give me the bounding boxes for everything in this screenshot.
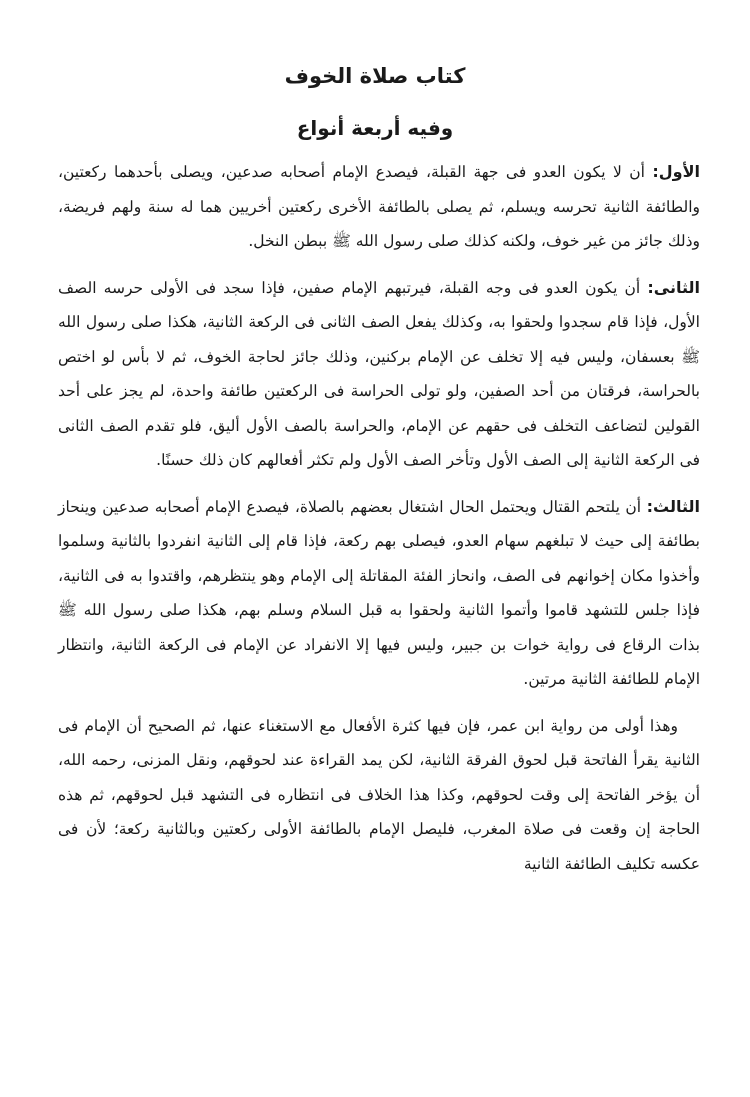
paragraph-first-type [58,155,700,259]
paragraph-text: وهذا أولى من رواية ابن عمر، فإن فيها كثرة الأفعال مع الاستغناء عنها، ثم الصحيح أن الإمام فى الثانية يقرأ الفاتحة قبل لحوق الفرقة الثانية، لكن يمد القراءة عند لحوقهم، ونقل المزنى، رحمه الله، أن يؤخر الفاتحة إلى وقت لحوقهم، وكذا هذا الخلاف فى انتظاره فى التشهد قبل لحوقهم، ثم هذه الحاجة إن وقعت فى صلاة المغرب، فليصل الإمام بالطائفة الأولى ركعتين وبالثانية ركعة؛ لأن فى عكسه تكليف الطائفة الثانية [58,716,700,873]
paragraph-lead: الأول: [652,162,700,181]
chapter-title: كتاب صلاة الخوف [284,64,466,88]
paragraph-text: أن لا يكون العدو فى جهة القبلة، فيصدع الإمام أصحابه صدعين، ويصلى بأحدهما ركعتين، والطائفة الثانية تحرسه ويسلم، ثم يصلى بالطائفة الأخرى ركعتين أخريين هما له سنة ولهم فريضة، وذلك جائز من غير خوف، ولكنه كذلك صلى رسول الله ﷺ ببطن النخل. [58,163,700,250]
paragraph-continuation [58,709,700,882]
body-text [58,155,700,893]
paragraph-lead: الثالث: [646,496,700,516]
paragraph-text: أن يكون العدو فى وجه القبلة، فيرتبهم الإمام صفين، فإذا سجد فى الأولى حرسه الصف الأول، فإذا قام سجدوا ولحقوا به، وكذلك يفعل الصف الثانى فى الركعة الثانية، هكذا صلى رسول الله ﷺ بعسفان، وليس فيه إلا تخلف عن الإمام بركنين، وذلك جائز لحاجة الخوف، ثم لا بأس لو اختص بالحراسة، فرقتان من أحد الصفين، ولو تولى الحراسة فى الركعتين طائفة واحدة، لم يجز على أحد القولين لتضاعف التخلف فى حقهم عن الإمام، والحراسة بالصف الأول أليق، فلو تقدم الصف الثانى فى الركعة الثانية إلى الصف الأول وتأخر الصف الأول ولم تكثر أفعالهم كان ذلك حسنًا. [58,278,700,469]
chapter-subtitle: وفيه أربعة أنواع [296,116,454,140]
paragraph-second-type [58,271,700,478]
paragraph-text: أن يلتحم القتال ويحتمل الحال اشتغال بعضهم بالصلاة، فيصدع الإمام أصحابه صدعين وينحاز بطائفة إلى حيث لا تبلغهم سهام العدو، فيصلى بهم ركعة، فإذا قام إلى الثانية انفردوا بالثانية وسلموا وأخذوا مكان إخوانهم فى الصف، وانحاز الفئة المقاتلة إلى الإمام وهو ينتظرهم، واقتدوا به فى الثانية، فإذا جلس للتشهد قاموا وأتموا الثانية ولحقوا به قبل السلام وسلم بهم، هكذا صلى رسول الله ﷺ بذات الرقاع فى رواية خوات بن جبير، وليس فيها إلا الانفراد عن الإمام فى الركعة الثانية، وانتظار الإمام للطائفة الثانية مرتين. [58,497,700,688]
paragraph-lead: الثانى: [647,277,700,297]
paragraph-third-type [58,490,700,697]
